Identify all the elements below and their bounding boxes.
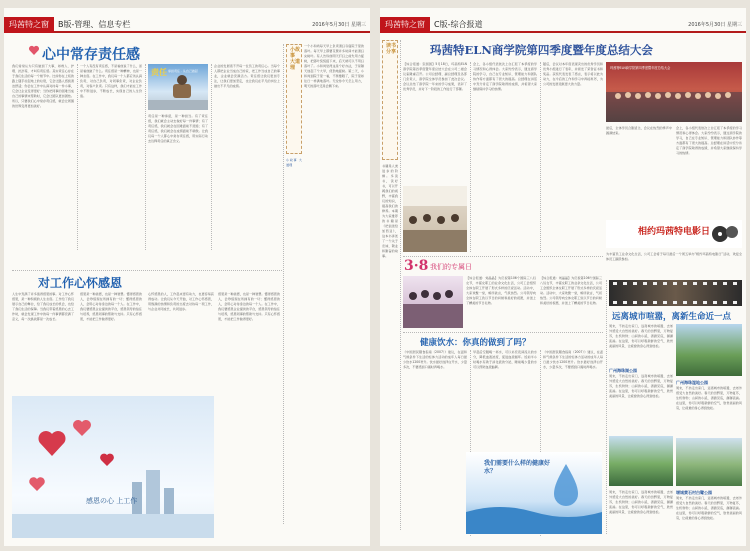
sidebar-box [286, 44, 302, 154]
section-divider [403, 256, 603, 257]
heart-ornament-icon [28, 44, 40, 56]
sidebar-box [382, 40, 398, 160]
article-body-sub3: 周末，不妨走出家门，远离城市的喧嚣，去郊外感受大自然的美好。春天的田野里，万物复苏，生机勃勃；山间的小溪，清澈见底，潺潺流淌。在这里，你可以呼吸新鲜的空气，欣赏美丽的风景，让疲惫的身心得到放松。 [676, 496, 742, 520]
sidebar-title: 读书分享 [386, 43, 397, 55]
subsection-title: 广州海珠湖公园 [609, 368, 637, 373]
issue-date: 2016年5月30日 星期三 [688, 22, 742, 28]
movie-day-banner [606, 220, 742, 248]
sidebar-story: 一个小和尚每天早上负责清扫寺庙院子里的落叶。每天早上都要花费许多时间才能清扫完树叶。有人告诉他明天打扫之前先用力摇树，把落叶统统摇下来，后天就可以不用扫落叶了。小和尚觉得这是个好办法，于是隔天他起了个大早，使劲地摇树。第二天，小和尚到院子里一看，不禁傻眼了，院子里如往日一样满地落叶。无论你今天怎么用力，明天的落叶还是会飘下来。 [304, 44, 364, 88]
article-title: 对工作心怀感恩 [38, 276, 123, 290]
article-body-col1: 人生中充满了许多值得感恩的事。对工作心怀感恩，是一种积极的人生态度。工作给了我们展示自己的舞台，给了我们成长的机会，也给了我们生活的保障。当我们带着感恩的心去工作时，就会发现工作中的每一件事情都充满了意义，每一次挑战都是一次成长。 [12, 292, 74, 321]
gratitude-illustration [12, 396, 214, 538]
article-title: 玛茜特ELN商学院第四季度暨年度总结大会 [430, 43, 653, 57]
article-body-sub1: 周末，不妨走出家门，远离城市的喧嚣，去郊外感受大自然的美好。春天的田野里，万物复苏，生机勃勃；山间的小溪，清澈见底，潺潺流淌。在这里，你可以呼吸新鲜的空气，欣赏美丽的风景，让疲惫的身心得到放松。 [609, 374, 673, 398]
column-divider [400, 40, 401, 530]
article-body: 【综合报道：刘晶晶】为庆祝第106个国际三八妇女节，丰富女职工的业余文化生活，公司工会组织全体女职工开展了形式多样的庆祝活动。活动中，大家欢聚一堂，畅所欲言，气氛热烈。公司领导向全体女职工致以节日的问候和美好的祝愿，并送上了精美的节日礼物。 [466, 276, 536, 305]
article-body-col2: 会上，各小组代表依次上台汇报了本季度的学习情况和心得体会。大家纷纷表示，通过商学院的学习，自己在专业知识、管理能力和团队协作等方面都有了很大的提高。总经理在讲话中充分肯定了商学院取得的成绩，并希望大家继续保持学习的热情。 [473, 62, 537, 91]
column-divider [283, 44, 284, 524]
article-title: 3·8 [404, 258, 429, 274]
sidebar-note-text: 小故事 大道理 [286, 158, 302, 167]
article-title: 健康饮水：你真的做到了吗？ [420, 338, 531, 348]
park-photo-2 [609, 436, 673, 486]
film-reel-icon [710, 224, 740, 244]
article-body-sub4: 周末，不妨走出家门，远离城市的喧嚣，去郊外感受大自然的美好。春天的田野里，万物复苏，生机勃勃；山间的小溪，清澈见底，潺潺流淌。在这里，你可以呼吸新鲜的空气，欣赏美丽的风景，让疲惫的身心得到放松。 [609, 490, 673, 514]
park-photo-1 [676, 324, 742, 376]
subsection-title: 增城黄石村白鹭公园 [676, 490, 712, 495]
movie-title: 相约玛茜特电影日 [637, 227, 710, 237]
masthead-brand: 玛茜特之窗 [4, 17, 54, 33]
article-title: 心中常存责任感 [42, 47, 140, 63]
image-title: 责任 [151, 68, 167, 77]
article-body-col3: 责任是一种承诺，是一种担当。有了责任感，我们就会主动去做好每一件事情；有了责任感，我们就会在困难面前不退缩；有了责任感，我们就会在成绩面前不骄傲。让我们每一个人都心中常存责任感，用实际行动去诠释责任的真正含义。 [148, 114, 208, 143]
sidebar-title: 小故事 大道理 [290, 47, 301, 71]
article-title: 远离城市喧嚣，离新生命近一点 [612, 312, 732, 322]
article-body-col1: 《中国居民膳食指南（2007）》建议，在温和气候条件下生活的轻体力活动的成年人每日最少饮水1200毫升。饮水最好选择白开水，少量多次，不要感到口渴时再喝水。 [403, 350, 467, 369]
article-body: 周末，不妨走出家门，远离城市的喧嚣，去郊外感受大自然的美好。春天的田野里，万物复苏，生机勃勃；山间的小溪，清澈见底，潺潺流淌。在这里，你可以呼吸新鲜的空气，欣赏美丽的风景，让疲惫的身心得到放松。 [609, 324, 673, 348]
section-divider [403, 332, 603, 333]
meeting-photo [403, 186, 467, 252]
column-divider [540, 62, 541, 252]
water-illustration [466, 452, 602, 534]
article-body-col2: 早起后空腹喝一杯水，可以补充夜间流失的水分，降低血液浓度，促进血液循环。饭前半小时喝水有助于消化液的分泌，睡前喝少量的水可以预防血液黏稠。 [473, 350, 537, 369]
article-body-col3: 《中国居民膳食指南（2007）》建议，在温和气候条件下生活的轻体力活动的成年人每日最少饮水1200毫升。饮水最好选择白开水，少量多次，不要感到口渴时再喝水。 [543, 350, 603, 369]
section-divider [12, 270, 282, 271]
womens-day-photo [403, 276, 463, 328]
newspaper-page-b [4, 8, 370, 546]
page-header [380, 17, 746, 33]
page-header [4, 17, 370, 33]
column-divider [77, 64, 78, 250]
park-photo-3 [676, 438, 742, 486]
newspaper-page-c [380, 8, 746, 546]
column-divider [145, 64, 146, 250]
article-body-sub2: 周末，不妨走出家门，远离城市的喧嚣，去郊外感受大自然的美好。春天的田野里，万物复苏，生机勃勃；山间的小溪，清澈见底，潺潺流淌。在这里，你可以呼吸新鲜的空气，欣赏美丽的风景，让疲惫的身心得到放松。 [676, 386, 742, 410]
section-title: B版-管理、信息专栏 [58, 20, 131, 29]
article-body-col1: 我们常常认为只有做到了大事，如救人、护理、抗洪等，才叫有责任感。其实责任心存在于我们生活的每一个细节中。比如你在上班的路上随手捡起地上的垃圾，它会让路人感到清洁舒适；你会在工作中认真对待每一件小事，它会让企业变得更好；当你把同事的困难当成自己的事情来帮助时，它会让团队更加团结。所以，只要我们心中常存责任感，就会让周围的世界变得更加美好。 [12, 64, 74, 108]
banner-text: 玛茜特ELN商学院第四季度暨年度总结大会 [610, 66, 671, 70]
responsibility-photo [148, 64, 208, 110]
article-body-col3: 心怀感恩的人，工作起来更有动力，也更容易获得成功。让我们从今天开始，对工作心怀感恩，用饱满的热情和负责的态度去对待每一项工作，与企业共同成长，共同进步。 [148, 292, 214, 311]
image-caption: 承担责任 · 从自己做起 [168, 69, 198, 73]
image-caption: 感恩の心 上工作 [86, 497, 138, 505]
article-body-col4: 感恩是一种美德，也是一种智慧。懂得感恩的人，会珍惜现在所拥有的一切；懂得感恩的人，会用心对待身边的每一个人。在工作中，我们要感恩企业提供的平台，感恩领导的信任与培养，感恩同事的帮助与支持。只有心怀感恩，才能把工作做得更好。 [218, 292, 280, 321]
article-body-col2: 一个人有没有责任感，不是看他说了什么，而是看他做了什么。责任感是一种精神，也是一种态度。在工作中，我们每一个人都应该认真负责，对自己负责，对同事负责，对企业负责，对客户负责。只有这样，我们才能在工作中不断进步，不断成长，实现自己的人生价值。 [80, 64, 142, 98]
article-body-col3: 随后，会议对本年度表现突出的优秀学员和优秀小组进行了表彰，并颁发了荣誉证书和奖品。获奖代表发表了感言，表示将以此为动力，在今后的工作和学习中再接再厉，为公司的发展贡献更大的力量。 [543, 62, 603, 86]
column-divider [211, 64, 212, 250]
column-divider [606, 280, 607, 534]
article-body-col1: 【综合报道：张园园】5月18日，玛茜特ELN商学院第四季度暨年度总结大会在公司二楼会议室隆重召开。公司总经理、副总经理及各部门负责人、商学院全体学员参加了此次会议。会议总结了商学院一年来的学习成果，表彰了优秀学员，并对下一阶段的工作进行了部署。 [403, 62, 467, 91]
sidebar-text: 书籍是人类进步的阶梯。多读书，读好书，可以开阔我们的视野，丰富我们的知识，提高我们的修养。本期为大家推荐的书籍是《把信送给加西亚》，这本书讲述了一个关于忠诚、敬业和勤奋的故事。 [382, 164, 398, 258]
section-title: C版-综合报道 [434, 20, 483, 29]
masthead-brand: 玛茜特之窗 [380, 17, 430, 33]
film-strip-photo [609, 280, 742, 306]
article-body-col4: 最后，全体学员合影留念，会议在热烈的掌声中圆满结束。 [606, 126, 672, 135]
article-body-col5: 会上，各小组代表依次上台汇报了本季度的学习情况和心得体会。大家纷纷表示，通过商学院的学习，自己在专业知识、管理能力和团队协作等方面都有了很大的提高。总经理在讲话中充分肯定了商学院取得的成绩，并希望大家继续保持学习的热情。 [676, 126, 742, 155]
group-photo [606, 62, 742, 122]
issue-date: 2016年5月30日 星期三 [312, 22, 366, 28]
article-body-col4: 企业的发展离不开每一位员工的责任心。当每个人都把企业当成自己的家，把工作当成自己的事业，企业就会充满活力。责任感让我们更加专注，让我们更加坚定，也让我们在平凡的岗位上做出不平凡的成绩。 [214, 64, 280, 88]
image-caption: 我们需要什么样的健康好水？ [484, 460, 551, 475]
subsection-title: 广州海珠湿地公园 [676, 380, 708, 385]
movie-text: 为丰富员工业余文化生活，公司工会将于每月最后一个周五举办“相约玛茜特电影日”活动，欢迎全体员工踊跃参加。 [606, 252, 742, 261]
article-body-col2: 【综合报道：刘晶晶】为庆祝第106个国际三八妇女节，丰富女职工的业余文化生活，公司工会组织全体女职工开展了形式多样的庆祝活动。活动中，大家欢聚一堂，畅所欲言，气氛热烈。公司领导向全体女职工致以节日的问候和美好的祝愿，并送上了精美的节日礼物。 [540, 276, 602, 305]
article-subtitle: 我们的专属日 [430, 263, 472, 271]
column-divider [470, 62, 471, 252]
article-body-col2: 感恩是一种美德，也是一种智慧。懂得感恩的人，会珍惜现在所拥有的一切；懂得感恩的人，会用心对待身边的每一个人。在工作中，我们要感恩企业提供的平台，感恩领导的信任与培养，感恩同事的帮助与支持。只有心怀感恩，才能把工作做得更好。 [80, 292, 142, 321]
